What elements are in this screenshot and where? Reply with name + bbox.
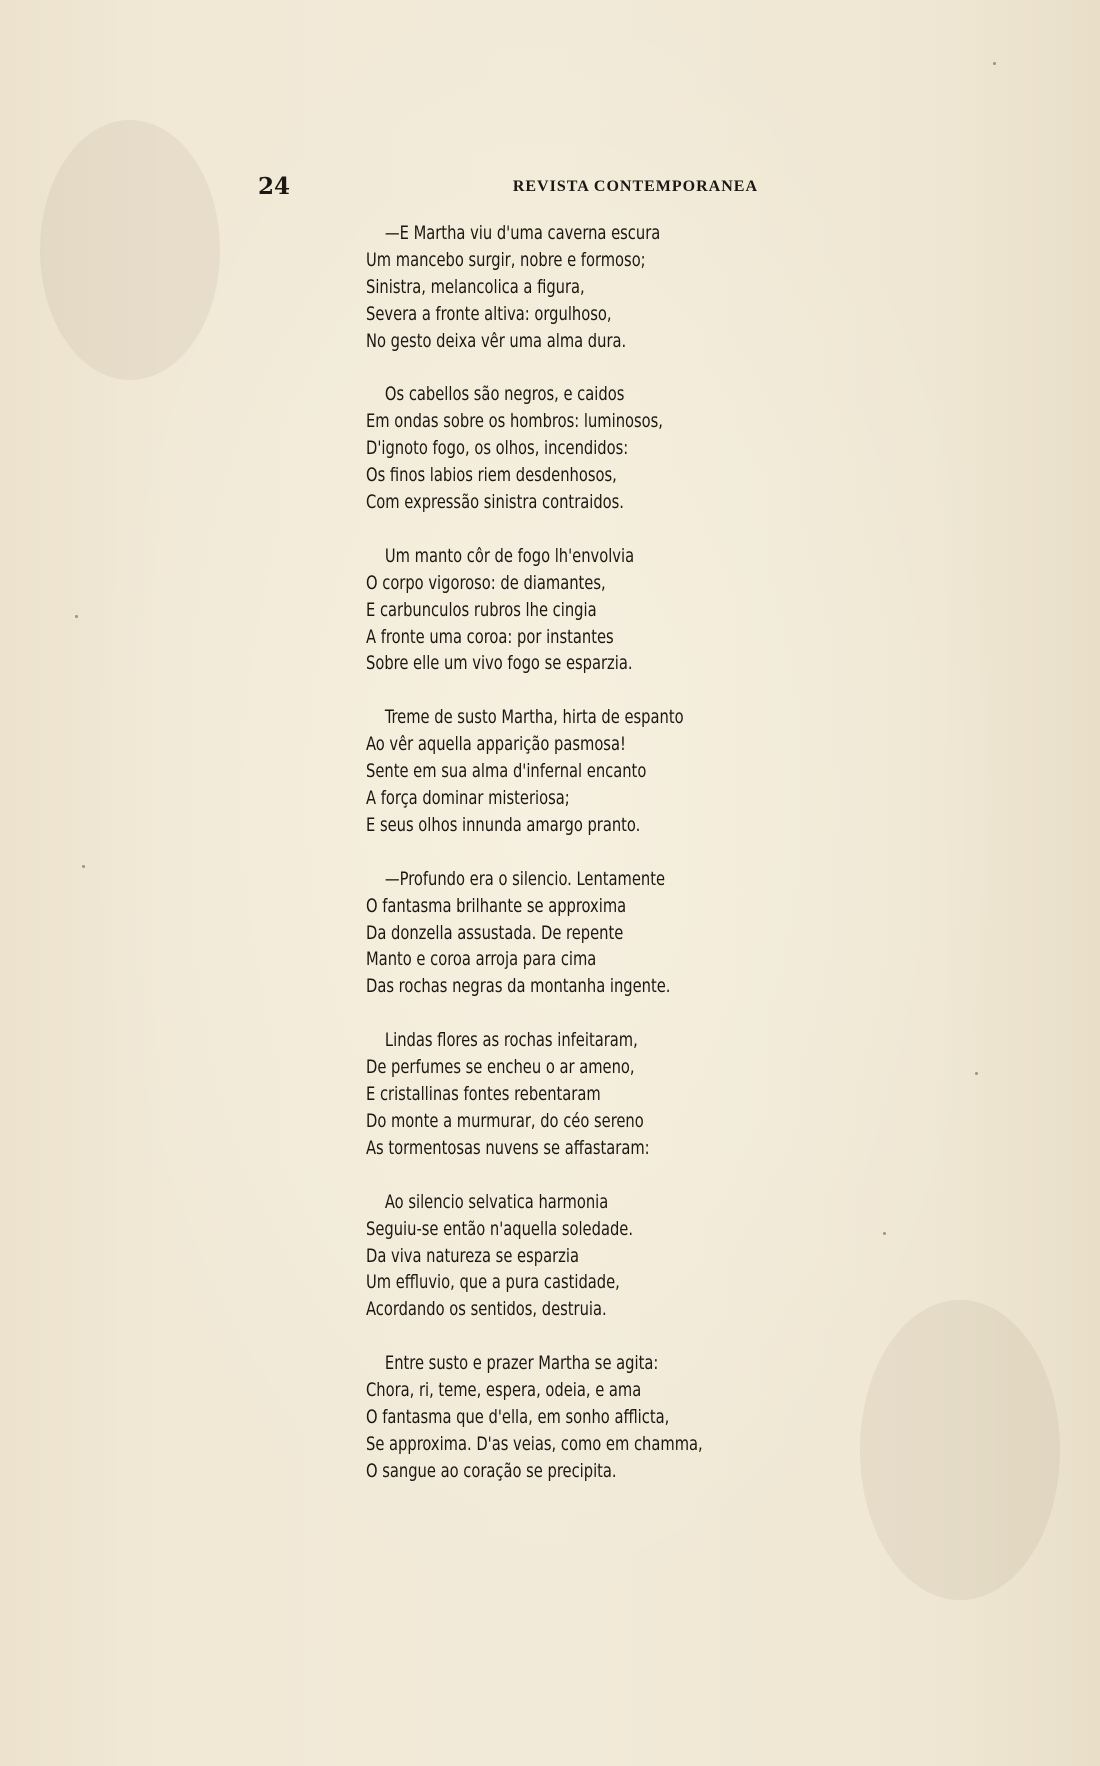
poem-line: Entre susto e prazer Martha se agita: — [384, 1352, 659, 1375]
poem-line: Manto e coroa arroja para cima — [366, 948, 597, 971]
poem-line: Severa a fronte altiva: orgulhoso, — [366, 302, 612, 325]
stanza — [366, 704, 836, 838]
poem-line: Seguiu-se então n'aquella soledade. — [366, 1217, 634, 1240]
paper-stain — [40, 120, 220, 380]
stanza — [366, 543, 836, 677]
paper-speck — [82, 865, 85, 868]
poem-line: Em ondas sobre os hombros: luminosos, — [366, 410, 663, 433]
paper-speck — [883, 1232, 886, 1235]
poem-line: Um mancebo surgir, nobre e formoso; — [366, 248, 646, 271]
poem-body — [366, 220, 836, 1512]
poem-line: Sobre elle um vivo fogo se esparzia. — [366, 652, 633, 675]
poem-line: Um manto côr de fogo lh'envolvia — [384, 544, 635, 567]
paper-speck — [975, 1072, 978, 1075]
poem-line: Os cabellos são negros, e caidos — [384, 383, 625, 406]
stanza — [366, 1350, 836, 1484]
page-number: 24 — [258, 173, 291, 200]
poem-line: Das rochas negras da montanha ingente. — [366, 975, 671, 998]
poem-line: Da viva natureza se esparzia — [366, 1244, 579, 1267]
poem-line: De perfumes se encheu o ar ameno, — [366, 1056, 635, 1079]
poem-line: Ao silencio selvatica harmonia — [384, 1190, 609, 1213]
poem-line: Ao vêr aquella apparição pasmosa! — [366, 733, 626, 756]
stanza — [366, 381, 836, 515]
stanza — [366, 1027, 836, 1161]
poem-line: A força dominar misteriosa; — [366, 787, 570, 810]
poem-line: —E Martha viu d'uma caverna escura — [384, 222, 661, 244]
poem-line: O corpo vigoroso: de diamantes, — [366, 571, 606, 594]
poem-line: Os finos labios riem desdenhosos, — [366, 464, 617, 487]
paper-stain — [860, 1300, 1060, 1600]
paper-speck — [75, 615, 78, 618]
poem-line: E carbunculos rubros lhe cingia — [366, 598, 597, 621]
stanza — [366, 220, 836, 354]
poem-line: A fronte uma coroa: por instantes — [366, 625, 614, 648]
poem-line: Acordando os sentidos, destruia. — [366, 1298, 607, 1321]
poem-line: Sente em sua alma d'infernal encanto — [366, 760, 647, 783]
poem-line: O sangue ao coração se precipita. — [366, 1459, 617, 1482]
poem-line: Treme de susto Martha, hirta de espanto — [384, 706, 684, 729]
poem-line: Da donzella assustada. De repente — [366, 921, 624, 944]
stanza — [366, 1189, 836, 1323]
page-header — [258, 172, 758, 202]
poem-line: Sinistra, melancolica a figura, — [366, 275, 585, 298]
poem-line: O fantasma brilhante se approxima — [366, 894, 627, 917]
poem-line: Um effluvio, que a pura castidade, — [366, 1271, 620, 1294]
poem-line: E cristallinas fontes rebentaram — [366, 1083, 601, 1106]
poem-line: Se approxima. D'as veias, como em chamma, — [366, 1432, 703, 1455]
poem-line: E seus olhos innunda amargo pranto. — [366, 813, 641, 836]
running-head: REVISTA CONTEMPORANEA — [512, 178, 758, 195]
poem-line: D'ignoto fogo, os olhos, incendidos: — [366, 437, 629, 460]
paper-speck — [993, 62, 996, 65]
poem-line: Chora, ri, teme, espera, odeia, e ama — [366, 1379, 642, 1402]
poem-line: No gesto deixa vêr uma alma dura. — [366, 329, 627, 352]
poem-line: —Profundo era o silencio. Lentamente — [384, 867, 666, 890]
poem-line: O fantasma que d'ella, em sonho afflicta, — [366, 1405, 670, 1428]
poem-line: Com expressão sinistra contraidos. — [366, 491, 624, 514]
poem-line: As tormentosas nuvens se affastaram: — [366, 1136, 650, 1159]
stanza — [366, 866, 836, 1000]
poem-line: Lindas flores as rochas infeitaram, — [384, 1029, 638, 1052]
poem-line: Do monte a murmurar, do céo sereno — [366, 1109, 644, 1132]
